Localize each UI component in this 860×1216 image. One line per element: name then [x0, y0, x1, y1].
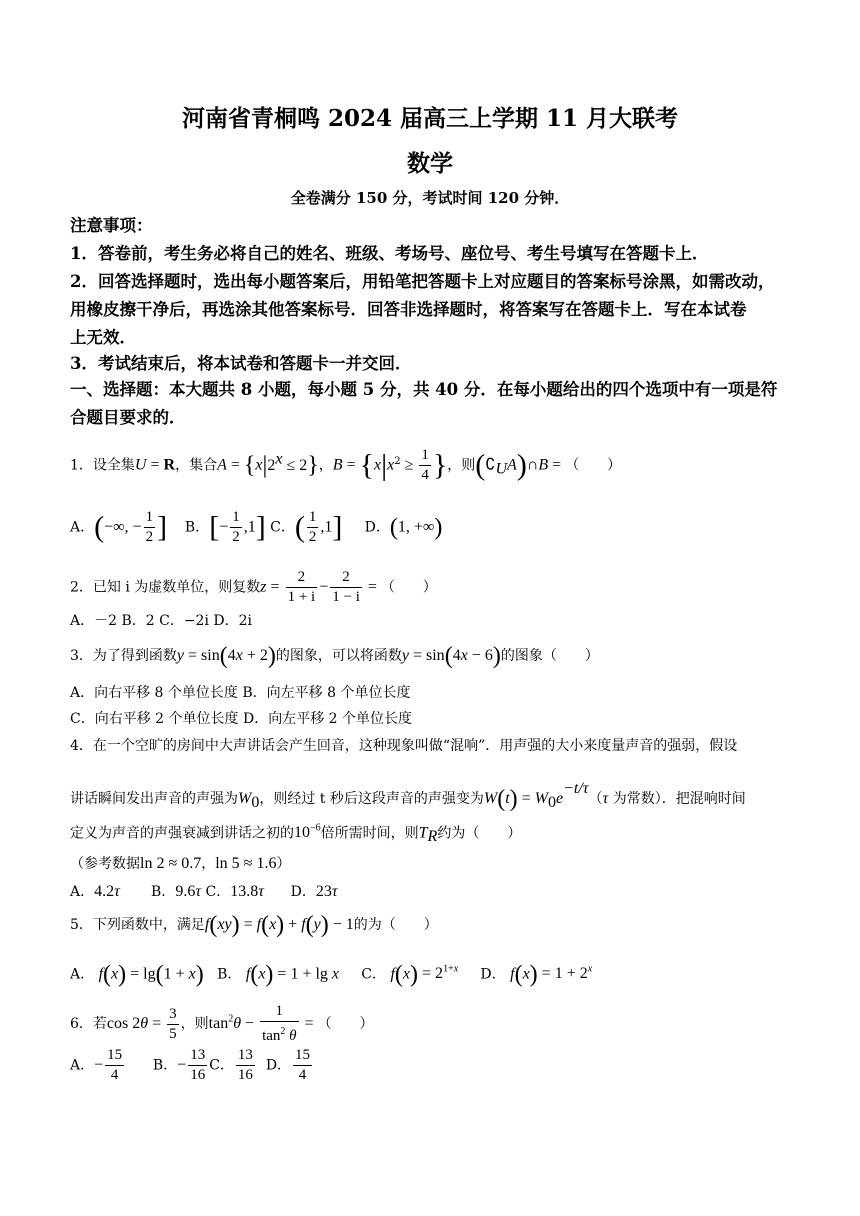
question-5-options: A． f(x) = lg(1 + x) B． f(x) = 1 + lg x C． $f(x) = 2^{1+x}$ D． $f(x) = 1 + 2^x$ [70, 961, 593, 988]
note-item-2-line-3: 上无效． [70, 328, 136, 347]
question-4-reference-data: （参考数据ln 2 ≈ 0.7，ln 5 ≈ 1.6） [70, 855, 291, 872]
question-3-options-ab: A．向右平移 8 个单位长度 B．向左平移 8 个单位长度 [70, 685, 411, 701]
notes-heading: 注意事项： [70, 216, 153, 235]
page-title: 河南省青桐鸣 2024 届高三上学期 11 月大联考 [181, 105, 679, 132]
note-item-2-line-1: 2．回答选择题时，选出每小题答案后，用铅笔把答题卡上对应题目的答案标号涂黑，如需改动， [70, 272, 775, 291]
subject-title: 数学 [407, 150, 453, 177]
question-1-options: A．(−∞, − $\frac{1}{2}$ ] B．[− $\frac{1}{2}$ ,1] C．( $\frac{1}{2}$ ,1] D．(1, +∞) [70, 509, 443, 545]
question-4-line-1: 4．在一个空旷的房间中大声讲话会产生回音，这种现象叫做“混响”．用声强的大小来度量声音的强弱，假设 [70, 738, 738, 754]
question-6-stem: 6．若cos 2θ = $\frac{3}{5}$ ，则$\tan^2\theta$ − $\frac{1}{\tan^2 \theta}$ = （ ） [70, 1003, 374, 1044]
question-3-options-cd: C．向右平移 2 个单位长度 D．向左平移 2 个单位长度 [70, 711, 413, 727]
question-1-stem: 1．设全集U = R，集合$A = \{x|2^x \le 2\}$，$B = \{x|x^2$ ≥ $\frac{1}{4}$ }，则$(∁_UA)\cap B$ = （ ） [70, 447, 622, 483]
question-2-stem: 2．已知 i 为虚数单位，则复数z = $\frac{2}{1 + i}$ − $\frac{2}{1 - i}$ = （ ） [70, 569, 437, 605]
question-5-stem: 5．下列函数中，满足f(xy) = f(x) + f(y) − 1的为（ ） [70, 912, 438, 938]
question-4-line-3: 定义为声音的声强衰减到讲话之初的$10^{-6}$倍所需时间，则$T_R$约为（ ） [70, 823, 522, 846]
note-item-3: 3．考试结束后，将本试卷和答题卡一并交回． [70, 354, 412, 373]
note-item-2-line-2: 用橡皮擦干净后，再选涂其他答案标号．回答非选择题时，将答案写在答题卡上．写在本试卷 [70, 300, 747, 319]
question-2-options: A．－2 B．2 C．−2i D．2i [70, 613, 252, 629]
question-4-line-2: 讲话瞬间发出声音的声强为$W_0$，则经过 t 秒后这段声音的声强变为$W(t) = W_0e^{-t/\tau}(\tau$ 为常数）．把混响时间 [70, 780, 746, 812]
exam-info: 全卷满分 150 分，考试时间 120 分钟． [290, 189, 570, 207]
question-4-options: A．4.2τ B．9.6τ C．13.8τ D．23τ [70, 883, 338, 900]
question-3-stem: 3．为了得到函数y = sin(4x + 2)的图象，可以将函数y = sin(4x − 6)的图象（ ） [70, 643, 599, 669]
question-6-options: A．− $\frac{15}{4}$ B．− $\frac{13}{16}$ C． $\frac{13}{16}$ D． $\frac{15}{4}$ [70, 1047, 311, 1083]
section-1-heading-line-2: 合题目要求的． [70, 408, 186, 427]
note-item-1: 1．答卷前，考生务必将自己的姓名、班级、考场号、座位号、考生号填写在答题卡上． [70, 244, 709, 263]
section-1-heading-line-1: 一、选择题：本大题共 8 小题，每小题 5 分，共 40 分．在每小题给出的四个选项中有一项是符 [70, 380, 778, 399]
